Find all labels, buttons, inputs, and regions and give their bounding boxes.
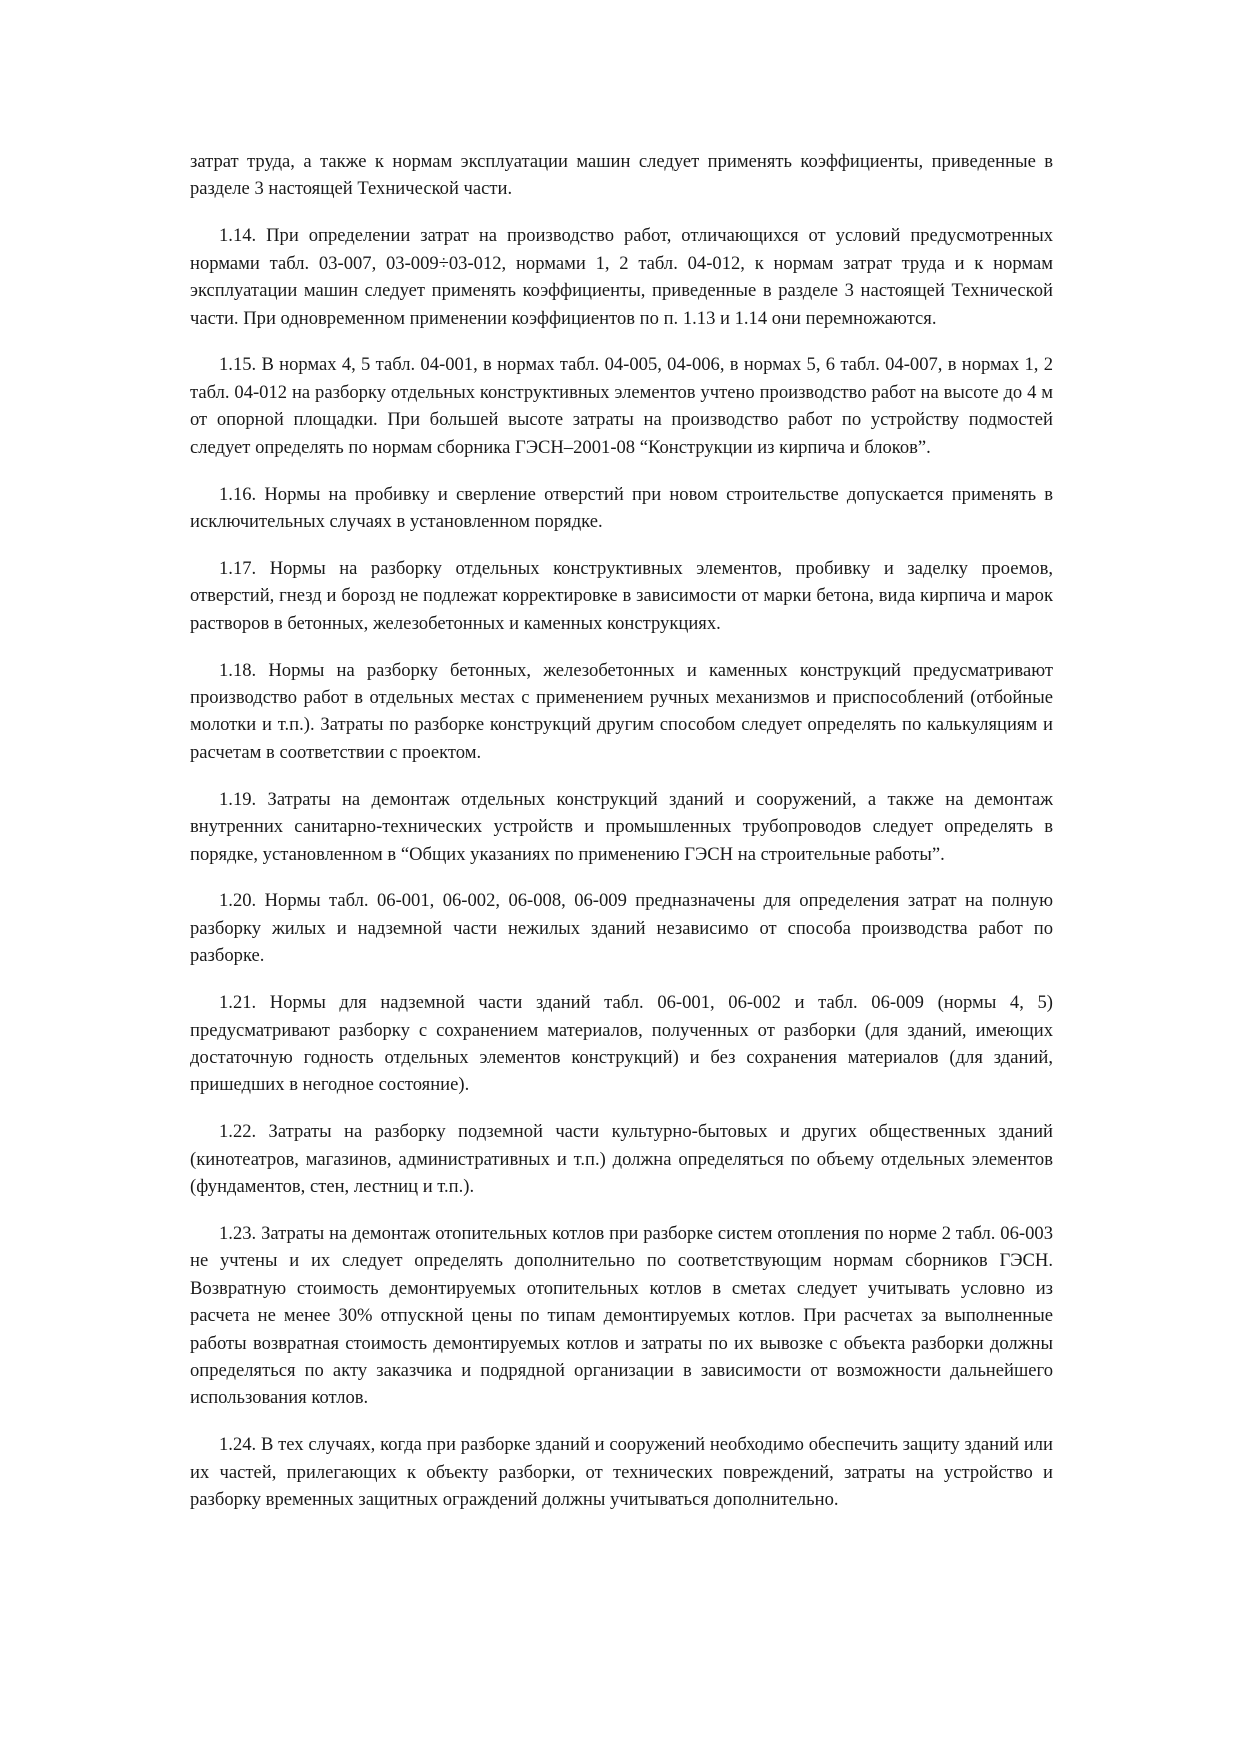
paragraph-1-16: 1.16. Нормы на пробивку и сверление отверстий при новом строительстве допускается применять в исключительных случаях в установленном порядке. xyxy=(190,483,1053,532)
paragraph-1-18: 1.18. Нормы на разборку бетонных, железобетонных и каменных конструкций предусматривают производство работ в отдельных местах с применением ручных механизмов и приспособлений (отбойные молотки и т.п.). Затраты по разборке конструкций другим способом следует определять по калькуляциям и расчетам в соответствии с проектом. xyxy=(190,659,1053,763)
paragraph-1-23: 1.23. Затраты на демонтаж отопительных котлов при разборке систем отопления по норме 2 табл. 06-003 не учтены и их следует определять дополнительно по соответствующим нормам сборников ГЭСН. Возвратную стоимость демонтируемых отопительных котлов в сметах следует учитывать условно из расчета не менее 30% отпускной цены по типам демонтируемых котлов. При расчетах за выполненные работы возвратная стоимость демонтируемых котлов и затраты по их вывозке с объекта разборки должны определяться по акту заказчика и подрядной организации в зависимости от возможности дальнейшего использования котлов. xyxy=(190,1223,1053,1409)
paragraph-1-20: 1.20. Нормы табл. 06-001, 06-002, 06-008, 06-009 предназначены для определения затрат на полную разборку жилых и надземной части нежилых зданий независимо от способа производства работ по разборке. xyxy=(190,890,1053,967)
paragraph-1-14: 1.14. При определении затрат на производство работ, отличающихся от условий предусмотренных нормами табл. 03-007, 03-009÷03-012, нормами 1, 2 табл. 04-012, к нормам затрат труда и к нормам эксплуатации машин следует применять коэффициенты, приведенные в разделе 3 настоящей Технической части. При одновременном применении коэффициентов по п. 1.13 и 1.14 они перемножаются. xyxy=(190,225,1053,329)
paragraph-1-19: 1.19. Затраты на демонтаж отдельных конструкций зданий и сооружений, а также на демонтаж внутренних санитарно-технических устройств и промышленных трубопроводов следует определять в порядке, установленном в “Общих указаниях по применению ГЭСН на строительные работы”. xyxy=(190,788,1053,865)
paragraph-1-21: 1.21. Нормы для надземной части зданий табл. 06-001, 06-002 и табл. 06-009 (нормы 4, 5) предусматривают разборку с сохранением материалов, полученных от разборки (для зданий, имеющих достаточную годность отдельных элементов конструкций) и без сохранения материалов (для зданий, пришедших в негодное состояние). xyxy=(190,992,1053,1096)
paragraph-continuation: затрат труда, а также к нормам эксплуатации машин следует применять коэффициенты, приведенные в разделе 3 настоящей Технической части. xyxy=(190,151,1053,200)
paragraph-1-24: 1.24. В тех случаях, когда при разборке зданий и сооружений необходимо обеспечить защиту зданий или их частей, прилегающих к объекту разборки, от технических повреждений, затраты на устройство и разборку временных защитных ограждений должны учитываться дополнительно. xyxy=(190,1434,1053,1511)
paragraph-1-15: 1.15. В нормах 4, 5 табл. 04-001, в нормах табл. 04-005, 04-006, в нормах 5, 6 табл. 04-007, в нормах 1, 2 табл. 04-012 на разборку отдельных конструктивных элементов учтено производство работ на высоте до 4 м от опорной площадки. При большей высоте затраты на производство работ по устройству подмостей следует определять по нормам сборника ГЭСН–2001-08 “Конструкции из кирпича и блоков”. xyxy=(190,354,1053,458)
paragraph-1-17: 1.17. Нормы на разборку отдельных конструктивных элементов, пробивку и заделку проемов, отверстий, гнезд и борозд не подлежат корректировке в зависимости от марки бетона, вида кирпича и марок растворов в бетонных, железобетонных и каменных конструкциях. xyxy=(190,557,1053,634)
document-page xyxy=(190,148,1053,1533)
paragraph-1-22: 1.22. Затраты на разборку подземной части культурно-бытовых и других общественных зданий (кинотеатров, магазинов, административных и т.п.) должна определяться по объему отдельных элементов (фундаментов, стен, лестниц и т.п.). xyxy=(190,1121,1053,1198)
